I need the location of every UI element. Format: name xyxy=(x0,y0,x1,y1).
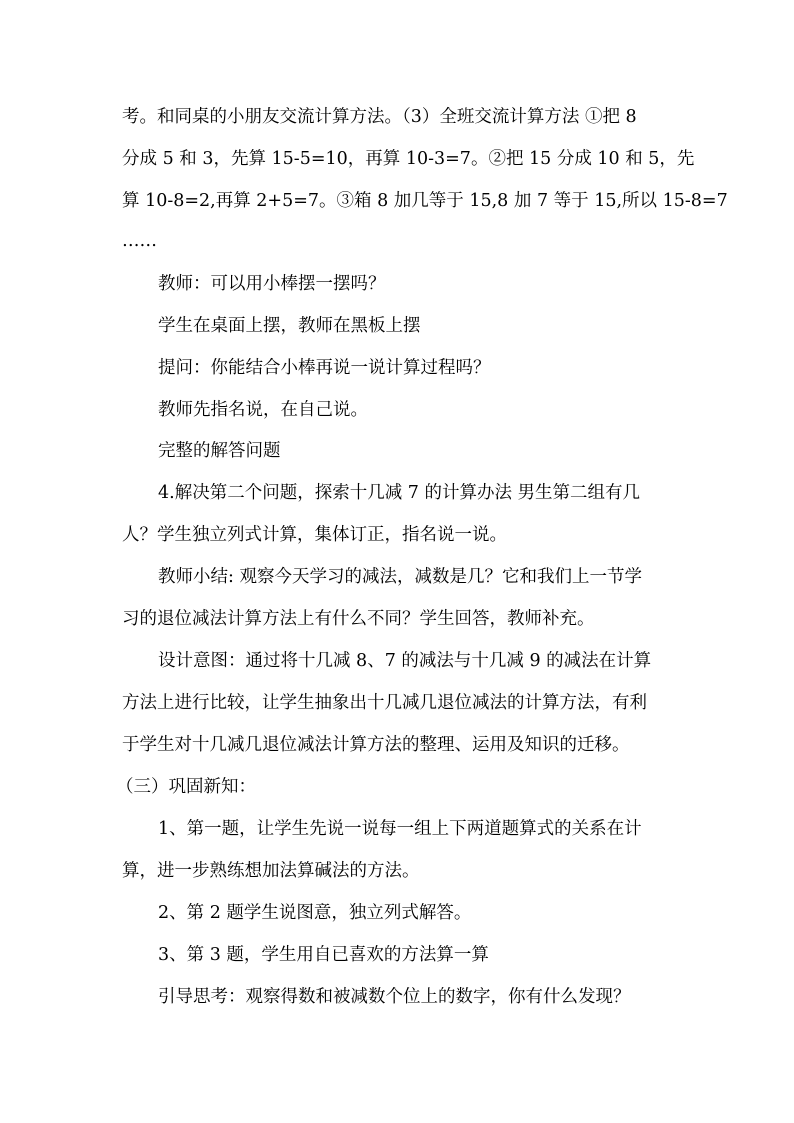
text-line: 考。和同桌的小朋友交流计算方法。（3）全班交流计算方法 ①把 8 xyxy=(122,107,637,127)
text-line: 教师先指名说，在自己说。 xyxy=(158,400,368,420)
text-line: 2、第 2 题学生说图意，独立列式解答。 xyxy=(158,903,472,923)
text-line: 于学生对十几减几退位减法计算方法的整理、运用及知识的迁移。 xyxy=(122,735,630,755)
text-line: 学生在桌面上摆，教师在黑板上摆 xyxy=(158,316,421,336)
text-line: 算，进一步熟练想加法算碱法的方法。 xyxy=(122,861,420,881)
text-line: 人？学生独立列式计算，集体订正，指名说一说。 xyxy=(122,525,507,545)
text-line: 习的退位减法计算方法上有什么不同？学生回答，教师补充。 xyxy=(122,609,595,629)
text-line: 4.解决第二个问题，探索十几减 7 的计算办法 男生第二组有几 xyxy=(158,483,641,503)
text-line: 算 10-8=2,再算 2+5=7。③箱 8 加几等于 15,8 加 7 等于 15,所以 15-8=7 xyxy=(122,191,728,211)
text-line: 提问：你能结合小棒再说一说计算过程吗？ xyxy=(158,358,491,378)
text-line: …… xyxy=(122,231,157,251)
text-line: 完整的解答问题 xyxy=(158,441,281,461)
section-heading: （三）巩固新知： xyxy=(116,777,256,797)
text-line: 方法上进行比较，让学生抽象出十几减几退位减法的计算方法，有利 xyxy=(122,693,647,713)
text-line: 教师小结: 观察今天学习的减法，减数是几？它和我们上一节学 xyxy=(158,567,642,587)
text-line: 设计意图：通过将十几减 8、7 的减法与十几减 9 的减法在计算 xyxy=(158,651,652,671)
text-line: 3、第 3 题，学生用自已喜欢的方法算一算 xyxy=(158,945,489,965)
text-line: 1、第一题，让学生先说一说每一组上下两道题算式的关系在计 xyxy=(158,819,642,839)
text-line: 分成 5 和 3，先算 15-5=10，再算 10-3=7。②把 15 分成 10 和 5，先 xyxy=(122,149,695,169)
text-line: 引导思考：观察得数和被减数个位上的数字，你有什么发现？ xyxy=(158,987,631,1007)
text-line: 教师：可以用小棒摆一摆吗？ xyxy=(158,274,386,294)
